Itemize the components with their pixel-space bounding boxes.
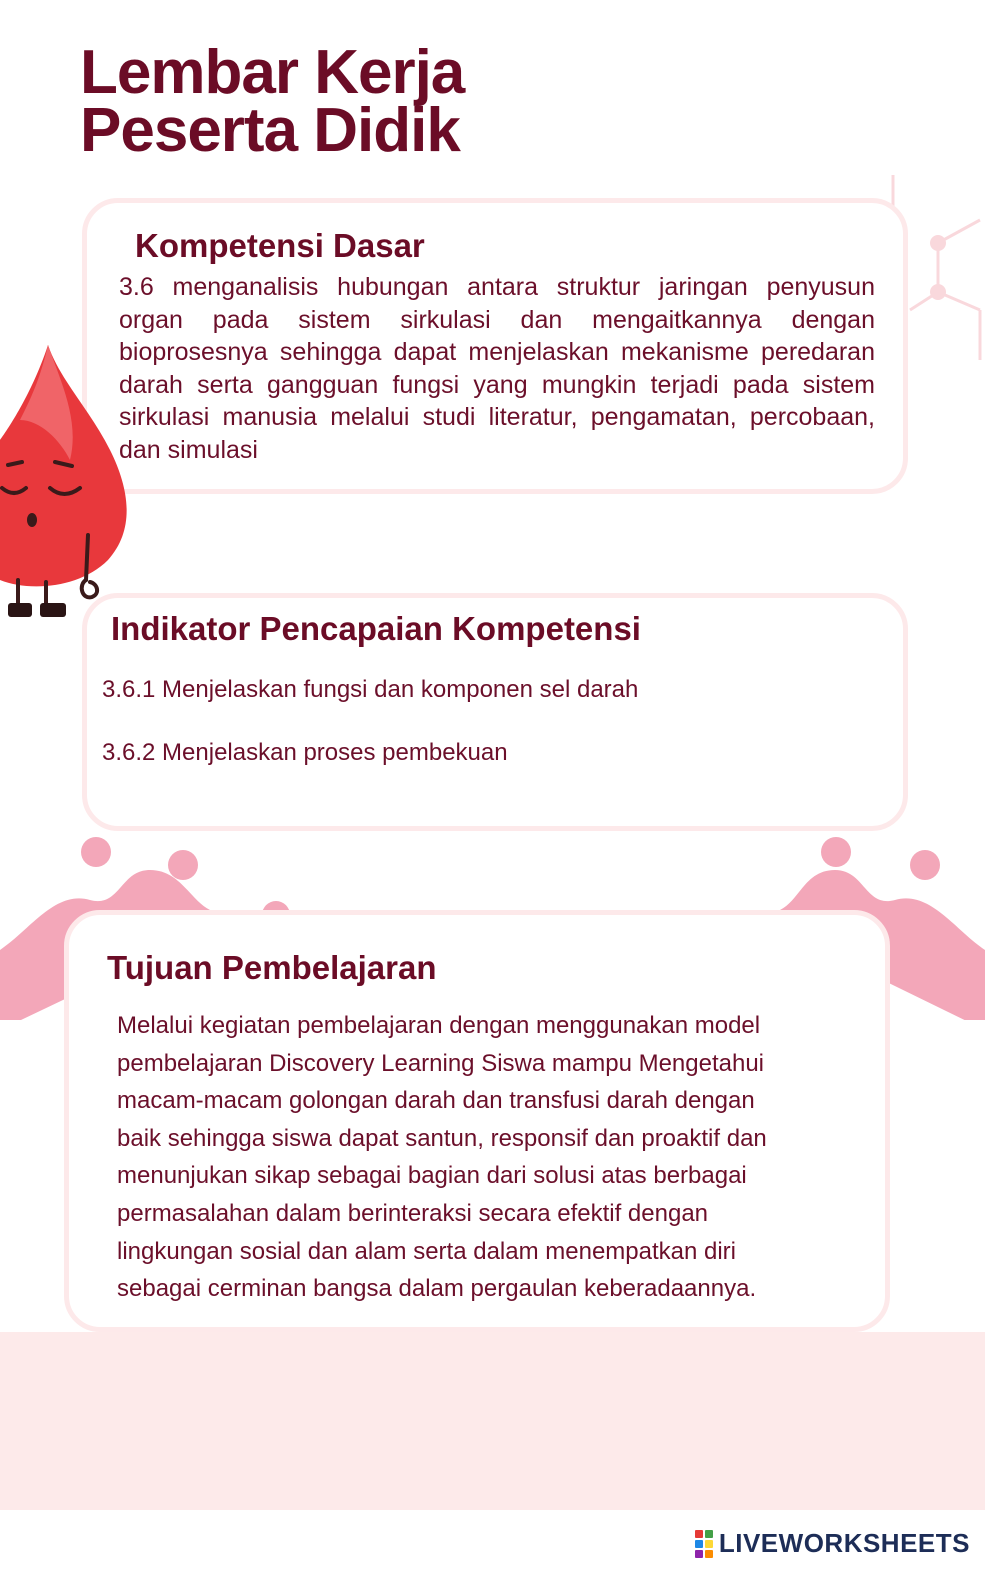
kompetensi-dasar-card: [82, 198, 908, 494]
tujuan-text: [117, 1007, 857, 1308]
tujuan-card: [64, 910, 890, 1332]
tujuan-line: sebagai cerminan bangsa dalam pergaulan keberadaannya.: [117, 1275, 757, 1303]
tujuan-line: permasalahan dalam berinteraksi secara efektif dengan: [117, 1199, 709, 1227]
tujuan-line: lingkungan sosial dan alam serta dalam menempatkan diri: [117, 1237, 737, 1265]
bottom-pink-band: [0, 1332, 985, 1510]
liveworksheets-brand: LIVEWORKSHEETS: [718, 1528, 970, 1558]
indikator-item: 3.6.1 Menjelaskan fungsi dan komponen sel darah: [102, 676, 639, 703]
indikator-item: 3.6.2 Menjelaskan proses pembekuan: [102, 739, 508, 766]
indikator-heading: Indikator Pencapaian Kompetensi: [111, 610, 641, 647]
tujuan-line: menunjukan sikap sebagai bagian dari solusi atas berbagai: [117, 1162, 747, 1190]
indikator-card: [82, 593, 908, 831]
liveworksheets-logo[interactable]: [695, 1528, 970, 1559]
tujuan-heading: Tujuan Pembelajaran: [107, 949, 437, 986]
page-title: [80, 38, 465, 165]
blood-drop-mascot-icon: [0, 340, 130, 630]
title-line-1: Lembar Kerja: [80, 38, 465, 107]
tujuan-line: Melalui kegiatan pembelajaran dengan menggunakan model: [117, 1012, 761, 1039]
tujuan-line: macam-macam golongan darah dan transfusi darah dengan: [117, 1087, 755, 1115]
tujuan-line: pembelajaran Discovery Learning Siswa mampu Mengetahui: [117, 1049, 765, 1077]
liveworksheets-logo-icon: [695, 1530, 713, 1558]
title-line-2: Peserta Didik: [80, 96, 460, 165]
kompetensi-dasar-text: 3.6 menganalisis hubungan antara struktur jaringan penyusun organ pada sistem sirkulasi dan mengaitkannya dengan bioprosesnya sehingga dapat menjelaskan mekanisme peredaran darah serta gangguan fungsi yang mungkin terjadi pada sistem sirkulasi manusia melalui studi literatur, pengamatan, percobaan, dan simulasi: [119, 273, 875, 464]
kompetensi-dasar-heading: Kompetensi Dasar: [135, 227, 425, 264]
tujuan-line: baik sehingga siswa dapat santun, responsif dan proaktif dan: [117, 1124, 767, 1152]
